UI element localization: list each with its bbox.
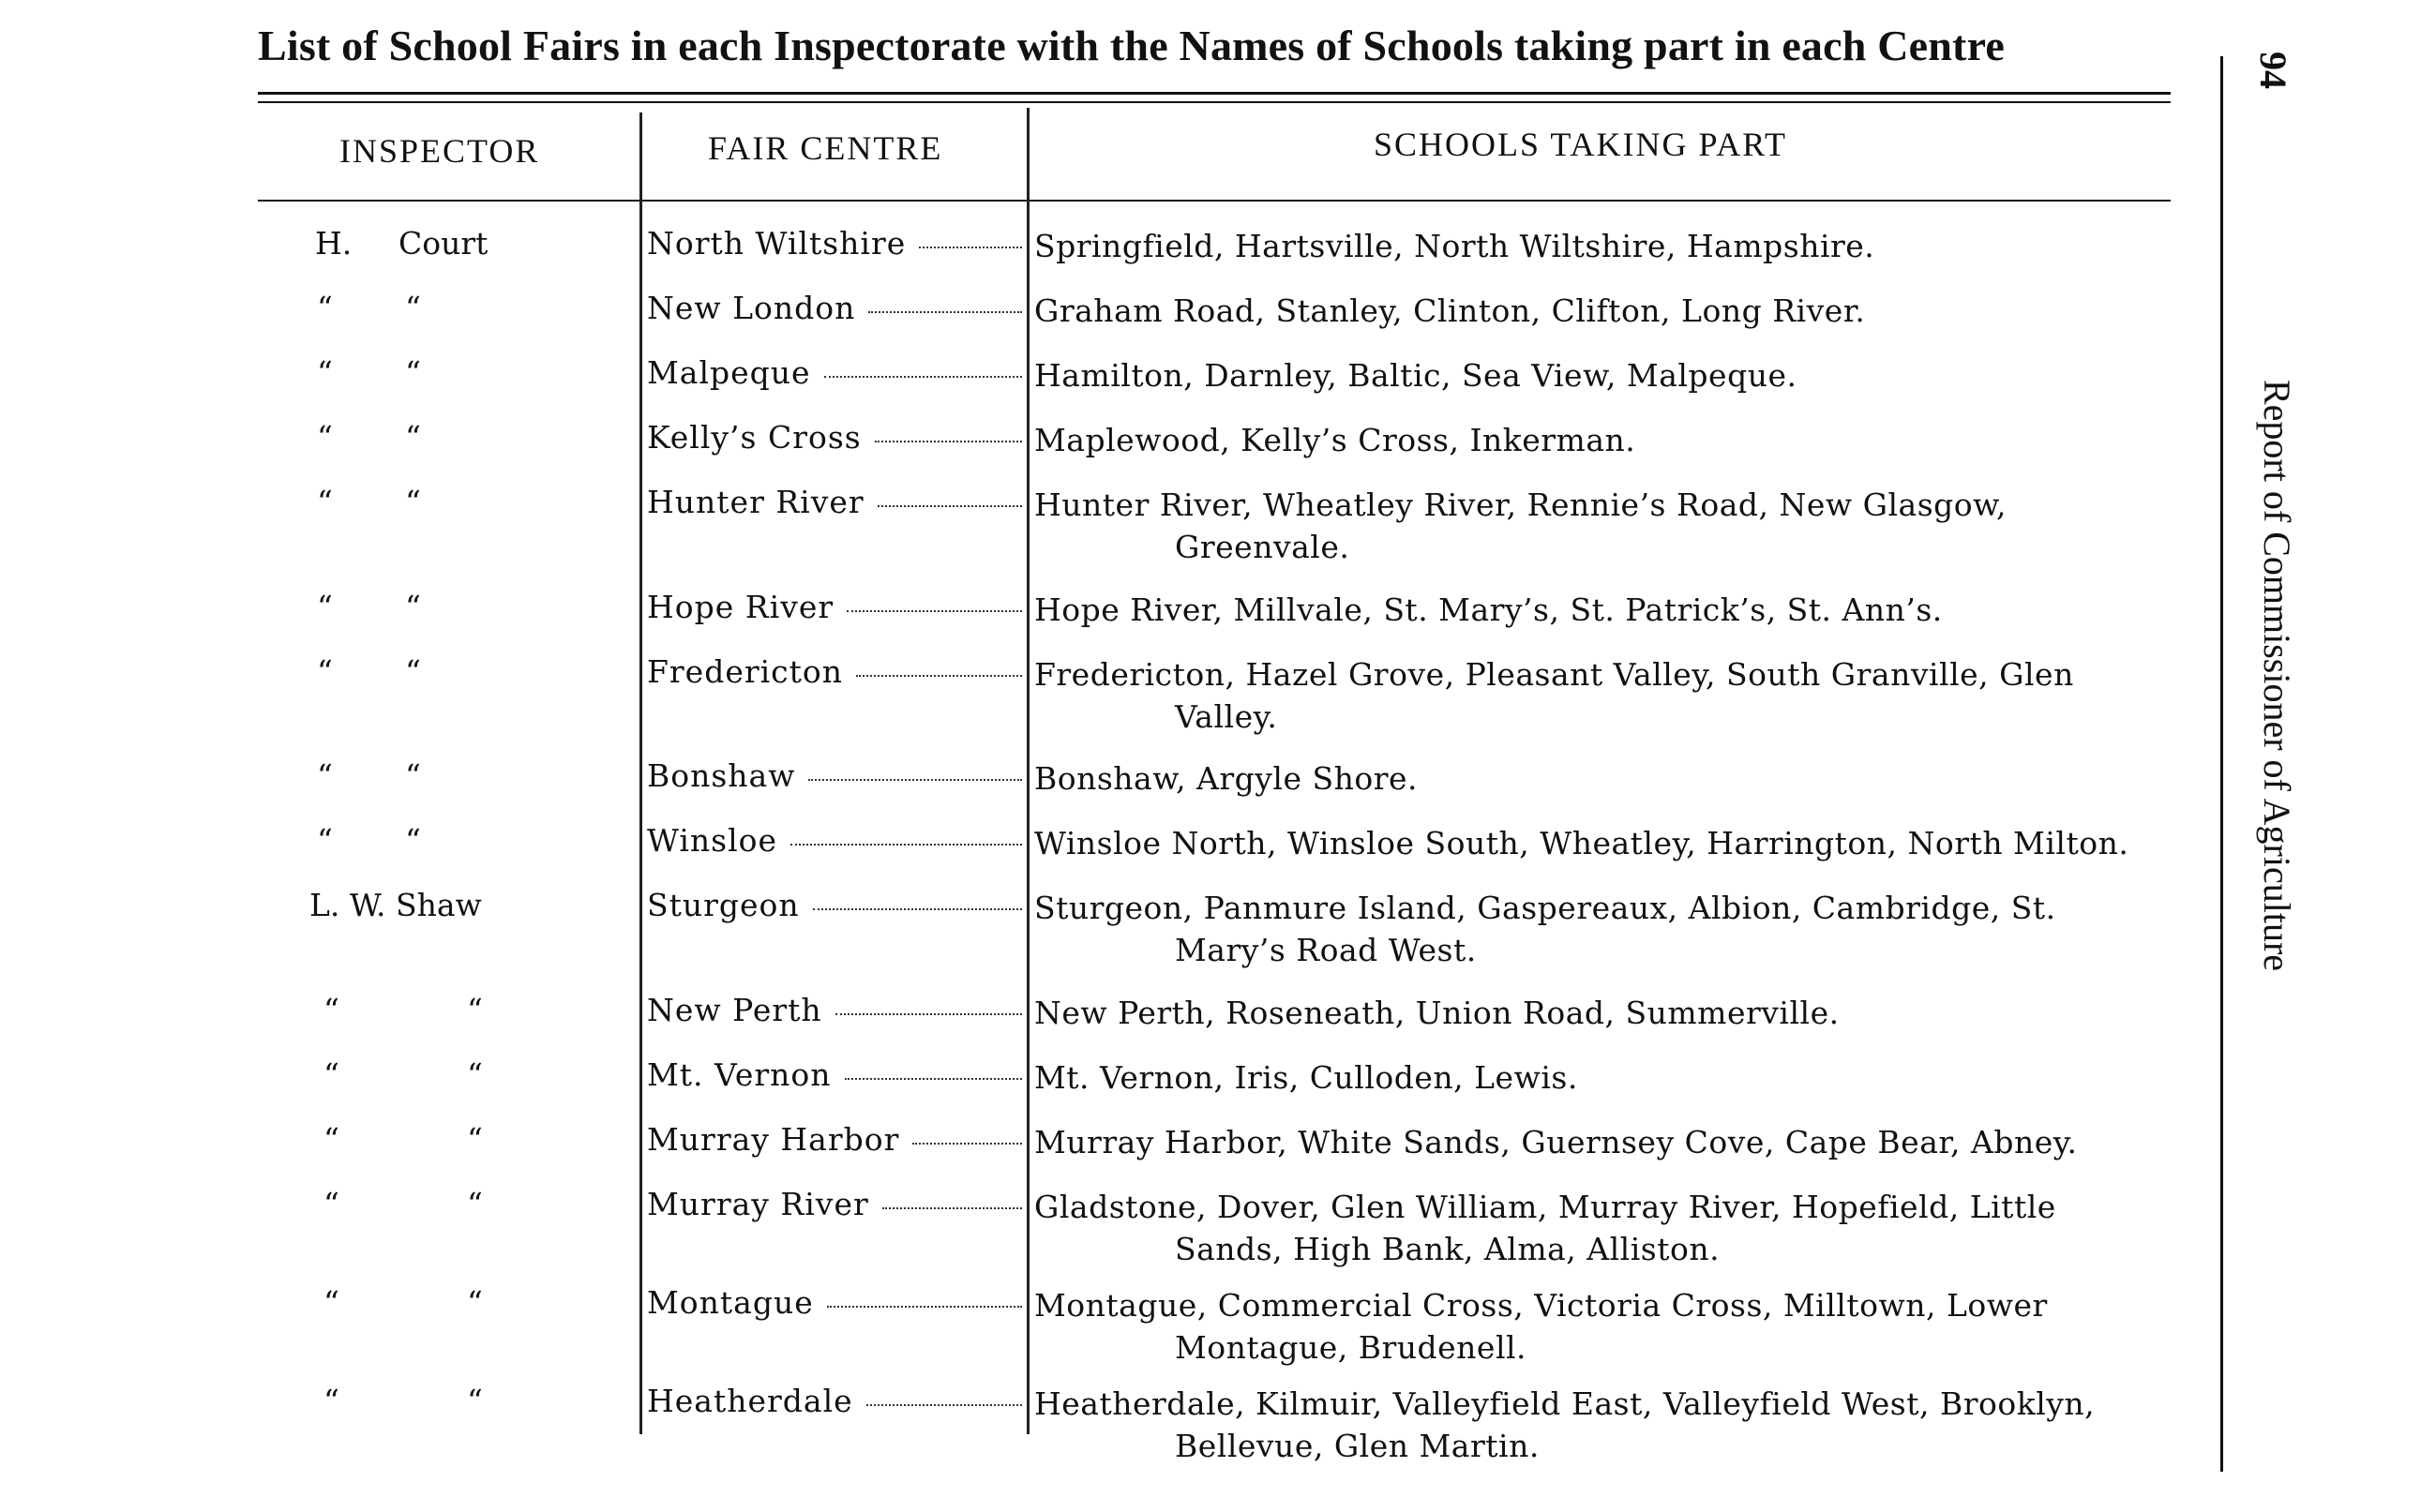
fair-centre-name: Malpeque xyxy=(647,354,811,391)
inspector-cell: “ xyxy=(317,484,333,520)
inspector-cell: “ xyxy=(323,1284,339,1321)
inspector-surname-cell: “ xyxy=(467,1121,483,1158)
schools-line: New Perth, Roseneath, Union Road, Summerville. xyxy=(1034,995,1840,1031)
fair-centre-name: Murray River xyxy=(647,1186,869,1222)
inspector-cell: “ xyxy=(317,290,333,326)
schools-line: Sturgeon, Panmure Island, Gaspereaux, Albion, Cambridge, St. xyxy=(1034,890,2056,926)
fair-centre-name: North Wiltshire xyxy=(647,225,907,262)
page-number: 94 xyxy=(2252,52,2294,89)
schools-cell xyxy=(1034,290,2178,332)
fair-centre-cell xyxy=(647,757,1022,794)
fair-centre-cell xyxy=(647,992,1022,1028)
dot-leader xyxy=(919,246,1022,248)
schools-cell xyxy=(1034,992,2178,1034)
schools-cell xyxy=(1034,1383,2178,1467)
schools-cell xyxy=(1034,757,2178,800)
dot-leader xyxy=(790,843,1022,846)
schools-cell xyxy=(1034,1284,2178,1369)
dot-leader xyxy=(847,609,1022,612)
schools-cell xyxy=(1034,822,2178,864)
dot-leader xyxy=(856,674,1022,677)
fair-centre-name: Kelly’s Cross xyxy=(647,419,862,456)
fair-centre-cell xyxy=(647,1121,1022,1158)
fair-centre-name: New London xyxy=(647,290,856,326)
inspector-surname-cell: “ xyxy=(405,484,421,520)
schools-cell xyxy=(1034,484,2178,568)
header-rule xyxy=(258,200,2171,202)
inspector-surname-cell: “ xyxy=(405,822,421,859)
fair-centre-name: Sturgeon xyxy=(647,887,800,923)
schools-line: Hope River, Millvale, St. Mary’s, St. Patrick’s, St. Ann’s. xyxy=(1034,591,1943,628)
fair-centre-name: Montague xyxy=(647,1284,814,1321)
inspector-surname-cell: “ xyxy=(405,653,421,690)
fair-centre-cell xyxy=(647,589,1022,625)
fair-centre-cell xyxy=(647,1186,1022,1222)
fair-centre-cell xyxy=(647,419,1022,456)
column-divider-2 xyxy=(1027,108,1030,1434)
margin-rule xyxy=(2220,56,2223,1472)
dot-leader xyxy=(866,1403,1022,1406)
column-divider-1 xyxy=(639,112,642,1434)
schools-line: Graham Road, Stanley, Clinton, Clifton, Long River. xyxy=(1034,292,1866,329)
inspector-surname-cell: “ xyxy=(467,1056,483,1093)
fair-centre-name: New Perth xyxy=(647,992,822,1028)
schools-cell xyxy=(1034,354,2178,397)
fair-centre-name: Mt. Vernon xyxy=(647,1056,832,1093)
fair-centre-cell xyxy=(647,653,1022,690)
schools-line: Bonshaw, Argyle Shore. xyxy=(1034,760,1419,797)
inspector-cell: “ xyxy=(323,1186,339,1222)
fair-centre-cell xyxy=(647,290,1022,326)
schools-cell xyxy=(1034,589,2178,631)
fair-centre-cell xyxy=(647,1383,1022,1419)
fair-centre-cell xyxy=(647,887,1022,923)
inspector-surname-cell: “ xyxy=(405,419,421,456)
running-head: Report of Commissioner of Agriculture xyxy=(2256,380,2298,972)
inspector-surname-cell: “ xyxy=(467,1186,483,1222)
fair-centre-cell xyxy=(647,225,1022,262)
schools-line: Hamilton, Darnley, Baltic, Sea View, Malpeque. xyxy=(1034,357,1797,394)
schools-line: Fredericton, Hazel Grove, Pleasant Valley, South Granville, Glen xyxy=(1034,656,2074,693)
inspector-cell: “ xyxy=(323,1383,339,1419)
title-rule-bottom xyxy=(258,101,2171,103)
inspector-surname-cell: “ xyxy=(467,1284,483,1321)
fair-centre-cell xyxy=(647,354,1022,391)
fair-centre-name: Heatherdale xyxy=(647,1383,853,1419)
inspector-cell: “ xyxy=(317,419,333,456)
schools-line: Springfield, Hartsville, North Wiltshire, Hampshire. xyxy=(1034,228,1875,264)
dot-leader xyxy=(868,310,1022,313)
dot-leader xyxy=(835,1012,1022,1015)
title-rule-top xyxy=(258,92,2171,95)
inspector-cell: “ xyxy=(317,354,333,391)
schools-line: Montague, Commercial Cross, Victoria Cross, Milltown, Lower xyxy=(1034,1287,2048,1324)
inspector-surname-cell: “ xyxy=(405,757,421,794)
inspector-cell: “ xyxy=(317,589,333,625)
schools-cell xyxy=(1034,1186,2178,1270)
schools-line: Murray Harbor, White Sands, Guernsey Cove, Cape Bear, Abney. xyxy=(1034,1124,2078,1160)
schools-continuation-line: Valley. xyxy=(1175,698,1278,735)
header-inspector: INSPECTOR xyxy=(339,132,540,170)
fair-centre-name: Hunter River xyxy=(647,484,865,520)
inspector-surname-cell: “ xyxy=(405,589,421,625)
dot-leader xyxy=(875,440,1022,442)
inspector-cell: “ xyxy=(323,992,339,1028)
dot-leader xyxy=(882,1206,1022,1209)
header-fair-centre: FAIR CENTRE xyxy=(708,129,943,167)
schools-cell xyxy=(1034,1056,2178,1099)
inspector-cell: “ xyxy=(323,1056,339,1093)
dot-leader xyxy=(912,1142,1022,1145)
schools-cell xyxy=(1034,653,2178,738)
schools-continuation-line: Bellevue, Glen Martin. xyxy=(1175,1428,1540,1464)
fair-centre-name: Hope River xyxy=(647,589,835,625)
fair-centre-cell xyxy=(647,1284,1022,1321)
inspector-surname-cell: “ xyxy=(405,290,421,326)
header-schools: SCHOOLS TAKING PART xyxy=(1374,126,1788,163)
dot-leader xyxy=(808,778,1022,781)
dot-leader xyxy=(827,1305,1022,1308)
dot-leader xyxy=(845,1077,1022,1080)
fair-centre-name: Bonshaw xyxy=(647,757,796,794)
fair-centre-name: Fredericton xyxy=(647,653,844,690)
inspector-cell: H. xyxy=(315,225,353,262)
schools-line: Gladstone, Dover, Glen William, Murray River, Hopefield, Little xyxy=(1034,1189,2056,1225)
inspector-surname-cell: “ xyxy=(467,1383,483,1419)
schools-cell xyxy=(1034,1121,2178,1163)
inspector-surname-cell: “ xyxy=(467,992,483,1028)
schools-line: Hunter River, Wheatley River, Rennie’s Road, New Glasgow, xyxy=(1034,487,2007,523)
inspector-cell: “ xyxy=(317,653,333,690)
page-title: List of School Fairs in each Inspectorate with the Names of Schools taking part in each Centre xyxy=(258,22,2005,69)
fair-centre-name: Winsloe xyxy=(647,822,778,859)
schools-cell xyxy=(1034,225,2178,267)
schools-continuation-line: Greenvale. xyxy=(1175,529,1350,565)
schools-line: Winsloe North, Winsloe South, Wheatley, Harrington, North Milton. xyxy=(1034,825,2129,861)
schools-line: Mt. Vernon, Iris, Culloden, Lewis. xyxy=(1034,1059,1578,1096)
inspector-surname-cell: “ xyxy=(405,354,421,391)
schools-continuation-line: Mary’s Road West. xyxy=(1175,932,1477,968)
inspector-cell: “ xyxy=(323,1121,339,1158)
fair-centre-name: Murray Harbor xyxy=(647,1121,900,1158)
schools-line: Maplewood, Kelly’s Cross, Inkerman. xyxy=(1034,422,1636,458)
dot-leader xyxy=(813,907,1022,910)
inspector-cell: “ xyxy=(317,822,333,859)
schools-cell xyxy=(1034,887,2178,971)
fair-centre-cell xyxy=(647,822,1022,859)
inspector-cell: “ xyxy=(317,757,333,794)
fair-centre-cell xyxy=(647,1056,1022,1093)
dot-leader xyxy=(824,375,1022,378)
dot-leader xyxy=(878,504,1022,507)
fair-centre-cell xyxy=(647,484,1022,520)
inspector-surname-cell: Court xyxy=(398,225,489,262)
schools-cell xyxy=(1034,419,2178,461)
schools-continuation-line: Montague, Brudenell. xyxy=(1175,1329,1527,1366)
schools-continuation-line: Sands, High Bank, Alma, Alliston. xyxy=(1175,1231,1721,1267)
schools-line: Heatherdale, Kilmuir, Valleyfield East, Valleyfield West, Brooklyn, xyxy=(1034,1385,2096,1422)
inspector-cell: L. W. Shaw xyxy=(309,887,482,923)
